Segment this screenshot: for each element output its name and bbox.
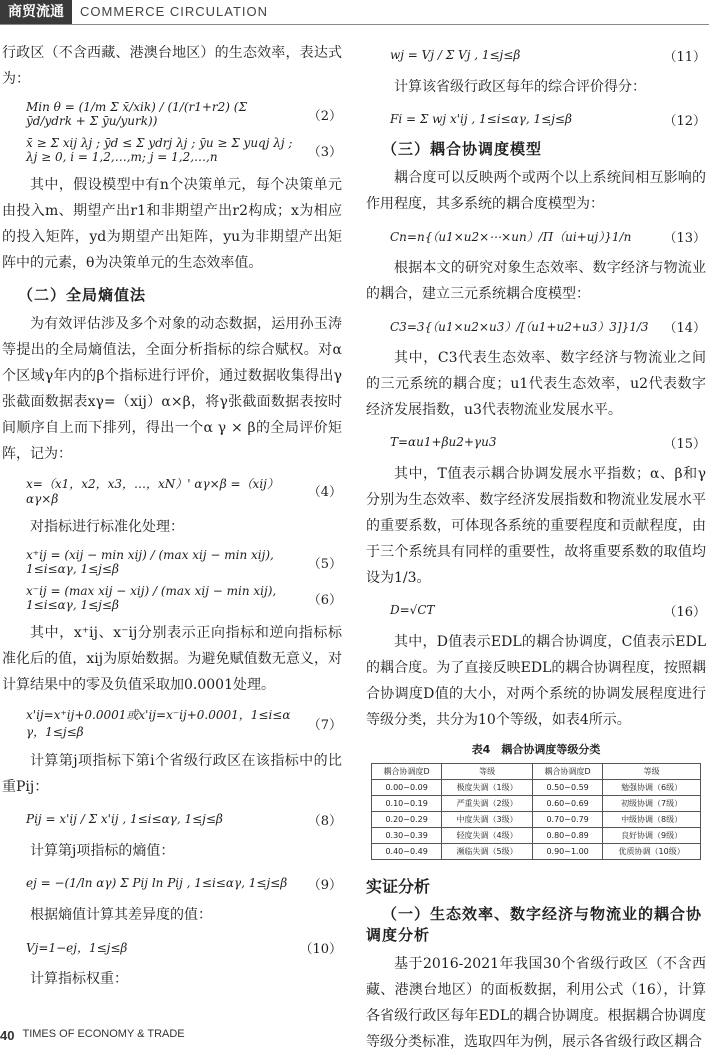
coupling-grade-table	[371, 763, 701, 860]
equation-11: wj = Vj / Σ Vj , 1≤j≤β （11）	[390, 48, 706, 65]
equation-8: Pij = x'ij / Σ x'ij , 1≤i≤αγ, 1≤j≤β （8）	[26, 812, 342, 829]
equation-15: T=αu1+βu2+γu3 （15）	[390, 435, 706, 452]
table-row	[372, 796, 701, 812]
table-row	[372, 828, 701, 844]
journal-section-title-en: COMMERCE CIRCULATION	[80, 3, 269, 19]
equation-9: ej = −(1/ln αγ) Σ Pij ln Pij , 1≤i≤αγ, 1≤j≤β （9）	[26, 876, 342, 893]
table-cell: 0.00~0.09	[372, 780, 442, 796]
equation-7: x'ij=x⁺ij+0.0001或x'ij=x⁻ij+0.0001，1≤i≤α γ，1≤j≤β （7）	[26, 708, 342, 739]
table-caption: 表4 耦合协调度等级分类	[471, 743, 601, 756]
page-number: 40	[0, 1028, 15, 1043]
paragraph: 耦合度可以反映两个或两个以上系统间相互影响的作用程度，其多系统的耦合度模型为：	[366, 170, 706, 212]
equation-3: x̄ ≥ Σ xij λj ; ȳd ≤ Σ ydrj λj ; ȳu ≥ Σ yuqj λj ; λj ≥ 0, i = 1,2,…,m; j = 1,2,…,n （3）	[26, 136, 342, 164]
paragraph: 其中，D值表示EDL的耦合协调度，C值表示EDL的耦合度。为了直接反映EDL的耦合协调程度，按照耦合协调度D值的大小，对两个系统的协调发展程度进行等级分类，共分为10个等级，如表4所示。	[366, 634, 706, 728]
table-cell: 濒临失调（5级）	[442, 844, 533, 860]
page-footer	[0, 1028, 185, 1043]
table-cell: 勉强协调（6级）	[603, 780, 701, 796]
table-row	[372, 780, 701, 796]
left-column	[2, 40, 342, 1000]
table-cell: 中级协调（8级）	[603, 812, 701, 828]
paragraph: 其中，假设模型中有n个决策单元，每个决策单元由投入m、期望产出r1和非期望产出r2构成；x为相应的投入矩阵，yd为期望产出矩阵，yu为非期望产出矩阵中的元素，θ为决策单元的生态效率值。	[2, 177, 342, 271]
header-rule	[0, 24, 709, 25]
table-header-cell: 耦合协调度D	[532, 764, 602, 780]
table-cell: 0.70~0.79	[532, 812, 602, 828]
table-cell: 0.10~0.19	[372, 796, 442, 812]
section-heading: （三）耦合协调度模型	[382, 140, 543, 158]
table-cell: 0.20~0.29	[372, 812, 442, 828]
table-cell: 良好协调（9级）	[603, 828, 701, 844]
table-cell: 极度失调（1级）	[442, 780, 533, 796]
journal-name: TIMES OF ECONOMY & TRADE	[22, 1028, 185, 1040]
paragraph: 基于2016-2021年我国30个省级行政区（不含西藏、港澳台地区）的面板数据，利用公式（16），计算各省级行政区每年EDL的耦合协调度。根据耦合协调度等级分类标准，选取四年为例，展示各省级行政区耦合	[366, 956, 706, 1050]
table-header-cell: 耦合协调度D	[372, 764, 442, 780]
equation-14: C3=3{（u1×u2×u3）/[（u1+u2+u3）3]}1/3 （14）	[390, 319, 706, 336]
table-row	[372, 812, 701, 828]
table-cell: 0.90~1.00	[532, 844, 602, 860]
paragraph: 计算第j项指标下第i个省级行政区在该指标中的比重Pij：	[2, 753, 342, 795]
equation-13: Cn=n{（u1×u2×⋯×un）/Π（ui+uj）}1/n （13）	[390, 229, 706, 246]
equation-16: D=√CT （16）	[390, 603, 706, 620]
section-heading: 实证分析	[366, 877, 431, 896]
table-cell: 严重失调（2级）	[442, 796, 533, 812]
equation-12: Fi = Σ wj x'ij , 1≤i≤αγ, 1≤j≤β （12）	[390, 112, 706, 129]
paragraph: 计算第j项指标的熵值：	[30, 843, 175, 859]
table-cell: 初级协调（7级）	[603, 796, 701, 812]
paragraph: 其中，C3代表生态效率、数字经济与物流业之间的三元系统的耦合度；u1代表生态效率，u2代表数字经济发展指数，u3代表物流业发展水平。	[366, 350, 706, 418]
table-header-cell: 等级	[442, 764, 533, 780]
paragraph: 根据本文的研究对象生态效率、数字经济与物流业的耦合，建立三元系统耦合度模型：	[366, 260, 706, 302]
equation-10: Vj=1−ej，1≤j≤β （10）	[26, 940, 342, 957]
table-header-cell: 等级	[603, 764, 701, 780]
table-cell: 0.60~0.69	[532, 796, 602, 812]
table-cell: 0.80~0.89	[532, 828, 602, 844]
paragraph: 计算指标权重：	[30, 971, 128, 987]
paragraph: 计算该省级行政区每年的综合评价得分：	[394, 79, 646, 95]
equation-5: x⁺ij = (xij − min xij) / (max xij − min xij), 1≤i≤αγ, 1≤j≤β （5）	[26, 548, 342, 576]
paragraph: 行政区（不含西藏、港澳台地区）的生态效率，表达式为：	[2, 45, 342, 87]
table-cell: 0.40~0.49	[372, 844, 442, 860]
table-cell: 0.30~0.39	[372, 828, 442, 844]
table-row	[372, 844, 701, 860]
paragraph: 对指标进行标准化处理：	[30, 519, 184, 535]
journal-section-title: 商贸流通	[0, 0, 72, 24]
equation-2: Min θ = (1/m Σ x̄/xik) / (1/(r1+r2) (Σ ȳd/ydrk + Σ ȳu/yurk)) （2）	[26, 100, 342, 128]
paragraph: 为有效评估涉及多个对象的动态数据，运用孙玉涛等提出的全局熵值法，全面分析指标的综合赋权。对α个区域γ年内的β个指标进行评价，通过数据收集得出γ张截面数据表xγ=（xij）α×β，将γ张截面数据表按时间顺序自上而下排列，得出一个α γ × β的全局评价矩阵，记为：	[2, 316, 342, 462]
table-cell: 中度失调（3级）	[442, 812, 533, 828]
table-cell: 优质协调（10级）	[603, 844, 701, 860]
section-heading: （二）全局熵值法	[18, 286, 147, 304]
equation-4: x=（x1，x2，x3，…，xN）' αγ×β =（xij）αγ×β （4）	[26, 477, 342, 506]
paragraph: 其中，T值表示耦合协调发展水平指数；α、β和γ分别为生态效率、数字经济发展指数和物流业发展水平的重要系数，可体现各系统的重要程度和贡献程度，由于三个系统具有同样的重要性，故将重要系数的取值均设为1/3。	[366, 466, 706, 586]
subsection-heading: （一）生态效率、数字经济与物流业的耦合协调度分析	[366, 905, 703, 944]
table-cell: 轻度失调（4级）	[442, 828, 533, 844]
right-column	[366, 40, 706, 1063]
equation-6: x⁻ij = (max xij − xij) / (max xij − min xij), 1≤i≤αγ, 1≤j≤β （6）	[26, 584, 342, 612]
paragraph: 根据熵值计算其差异度的值：	[30, 907, 212, 923]
paragraph: 其中，x⁺ij、x⁻ij分别表示正向指标和逆向指标标准化后的值，xij为原始数据。为避免赋值数无意义，对计算结果中的零及负值采取加0.0001处理。	[2, 625, 342, 693]
running-header	[0, 0, 268, 22]
table-cell: 0.50~0.59	[532, 780, 602, 796]
